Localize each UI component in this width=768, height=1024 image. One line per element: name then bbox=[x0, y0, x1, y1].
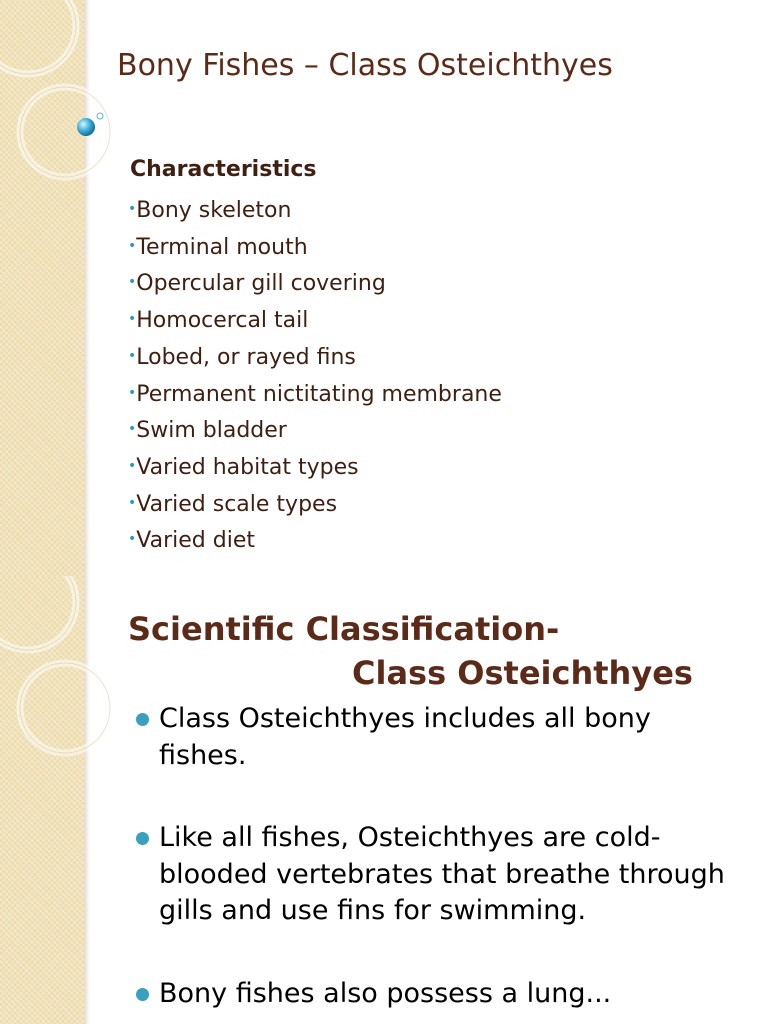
small-ring-icon bbox=[97, 113, 103, 119]
characteristic-label: Varied habitat types bbox=[136, 454, 359, 480]
bullet-icon: • bbox=[128, 201, 137, 217]
characteristic-item bbox=[128, 376, 502, 413]
characteristic-label: Opercular gill covering bbox=[136, 271, 386, 297]
characteristic-item bbox=[128, 265, 502, 302]
characteristic-item bbox=[128, 302, 502, 339]
characteristic-item bbox=[128, 192, 502, 229]
slide-title-line-1: Scientific Classification- bbox=[128, 610, 560, 648]
characteristic-label: Terminal mouth bbox=[136, 234, 308, 260]
characteristic-label: Lobed, or rayed fins bbox=[136, 344, 356, 370]
characteristics-list bbox=[128, 192, 502, 559]
classification-bullet bbox=[134, 820, 734, 930]
bullet-icon: • bbox=[128, 384, 137, 401]
characteristic-item bbox=[128, 522, 502, 559]
classification-bullet bbox=[134, 976, 734, 1013]
characteristic-label: Bony skeleton bbox=[136, 198, 292, 223]
bullet-icon: • bbox=[128, 494, 137, 511]
characteristic-item bbox=[128, 486, 502, 523]
bullet-icon: • bbox=[128, 237, 137, 254]
blue-bead-icon bbox=[77, 118, 95, 136]
characteristic-label: Permanent nictitating membrane bbox=[136, 381, 502, 407]
bullet-text: Like all fishes, Osteichthyes are cold-blooded vertebrates that breathe through gills and use fins for swimming. bbox=[159, 822, 725, 926]
bullet-icon: • bbox=[128, 347, 137, 364]
bullet-text: Bony fishes also possess a lung... bbox=[159, 977, 612, 1009]
bullet-icon bbox=[136, 832, 149, 845]
decorative-circles bbox=[0, 0, 140, 576]
slide-scientific-classification bbox=[0, 576, 768, 1024]
bullet-icon: • bbox=[128, 274, 137, 291]
bullet-icon bbox=[136, 988, 149, 1001]
slide-title: Bony Fishes – Class Osteichthyes bbox=[117, 48, 613, 83]
characteristic-item bbox=[128, 449, 502, 486]
classification-bullets bbox=[134, 701, 734, 1024]
characteristic-item bbox=[128, 229, 502, 266]
characteristic-label: Varied diet bbox=[136, 528, 255, 554]
bullet-icon: • bbox=[128, 421, 137, 438]
section-heading: Characteristics bbox=[130, 157, 317, 182]
slide-title-line-2: Class Osteichthyes bbox=[352, 654, 693, 692]
bullet-icon: • bbox=[128, 457, 137, 474]
bullet-icon bbox=[136, 713, 149, 726]
characteristic-item bbox=[128, 412, 502, 449]
characteristic-item bbox=[128, 339, 502, 376]
characteristic-label: Homocercal tail bbox=[136, 308, 309, 334]
characteristic-label: Swim bladder bbox=[136, 418, 287, 444]
characteristic-label: Varied scale types bbox=[136, 491, 338, 517]
decorative-circles bbox=[0, 576, 140, 1024]
bullet-icon: • bbox=[128, 311, 137, 328]
bullet-icon: • bbox=[128, 531, 137, 548]
classification-bullet bbox=[134, 701, 734, 774]
bullet-text: Class Osteichthyes includes all bony fishes. bbox=[159, 703, 651, 771]
